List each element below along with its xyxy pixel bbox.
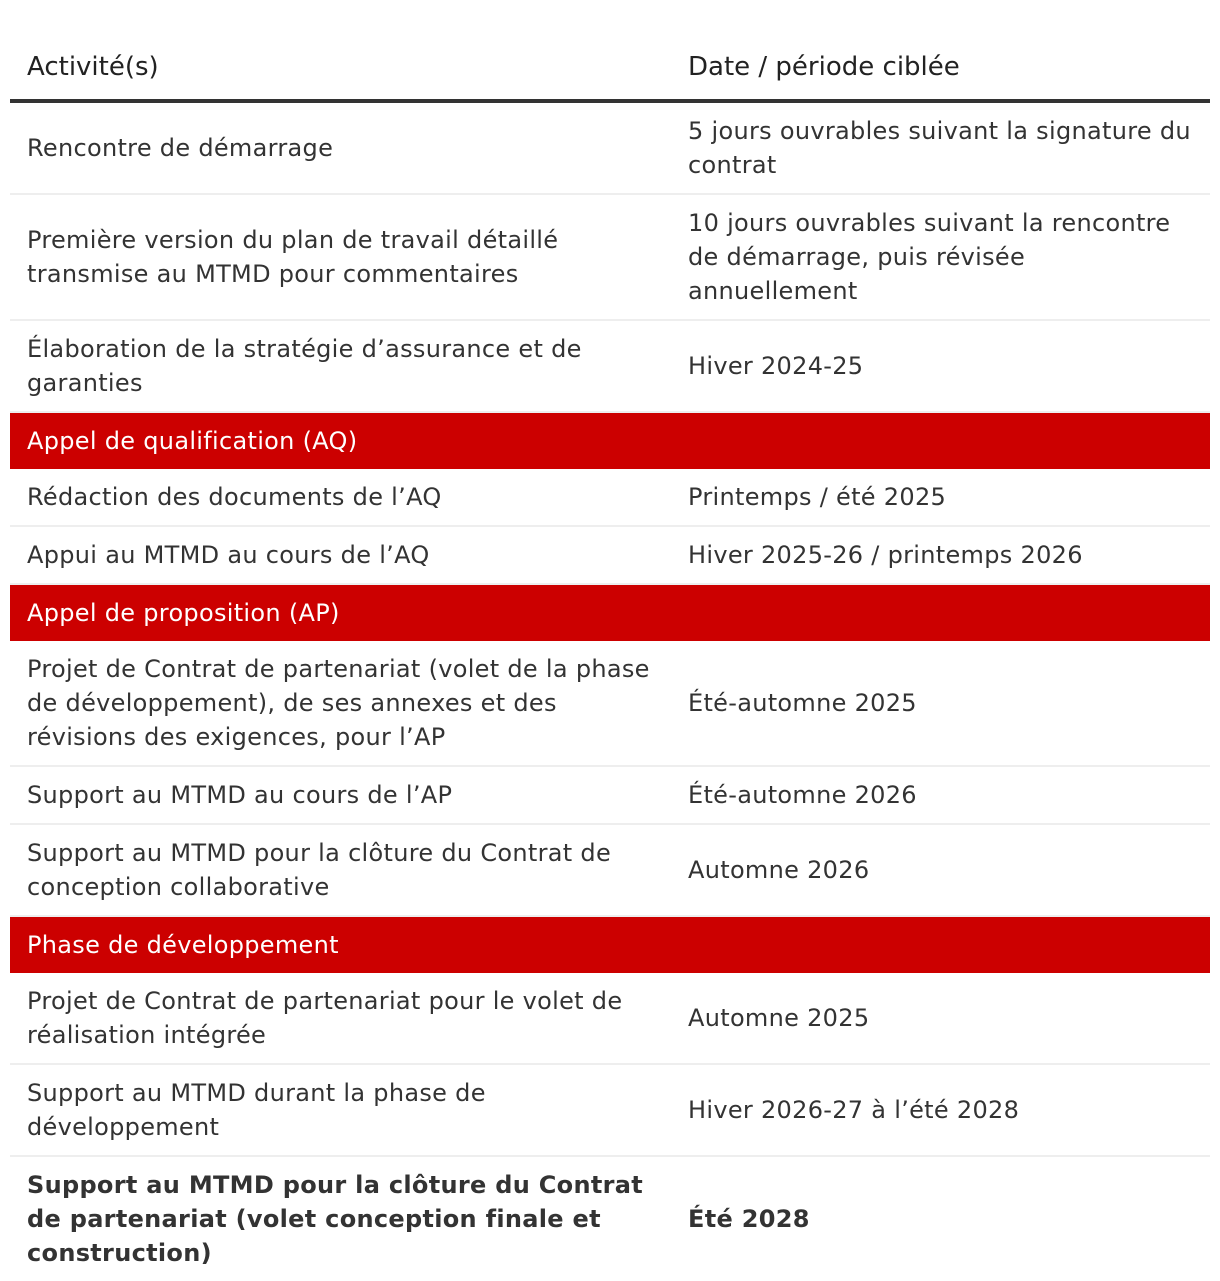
table-row-final xyxy=(10,1156,1210,1281)
activity-cell: Support au MTMD pour la clôture du Contrat de partenariat (volet conception finale et construction) xyxy=(27,1171,644,1267)
date-cell: Automne 2026 xyxy=(671,824,1210,916)
date-cell: Été-automne 2026 xyxy=(671,766,1210,824)
section-header-row xyxy=(10,916,1210,973)
activity-cell: Support au MTMD au cours de l’AP xyxy=(10,766,671,824)
activity-cell: Projet de Contrat de partenariat (volet de la phase de développement), de ses annexes et des révisions des exigences, pour l’AP xyxy=(10,641,671,766)
table-row xyxy=(10,641,1210,766)
date-cell: Été-automne 2025 xyxy=(671,641,1210,766)
date-cell: Hiver 2025-26 / printemps 2026 xyxy=(671,526,1210,584)
header-activity: Activité(s) xyxy=(10,34,671,101)
date-cell: Printemps / été 2025 xyxy=(671,469,1210,526)
table-row xyxy=(10,320,1210,412)
section-header-row xyxy=(10,584,1210,641)
section-label: Appel de qualification (AQ) xyxy=(10,412,1210,469)
table-header xyxy=(10,34,1210,101)
section-label: Phase de développement xyxy=(10,916,1210,973)
table-row xyxy=(10,194,1210,320)
section-header-row xyxy=(10,412,1210,469)
date-cell: Hiver 2024-25 xyxy=(671,320,1210,412)
section-label: Appel de proposition (AP) xyxy=(10,584,1210,641)
activity-cell: Support au MTMD durant la phase de développement xyxy=(10,1064,671,1156)
date-cell: 10 jours ouvrables suivant la rencontre de démarrage, puis révisée annuellement xyxy=(671,194,1210,320)
activity-cell: Projet de Contrat de partenariat pour le volet de réalisation intégrée xyxy=(10,973,671,1064)
activity-cell: Élaboration de la stratégie d’assurance et de garanties xyxy=(10,320,671,412)
date-cell: Été 2028 xyxy=(688,1205,810,1233)
date-cell: Automne 2025 xyxy=(671,973,1210,1064)
header-date: Date / période ciblée xyxy=(671,34,1210,101)
activity-cell: Rencontre de démarrage xyxy=(10,101,671,194)
table-row xyxy=(10,1064,1210,1156)
schedule-table xyxy=(10,34,1210,1281)
table-row xyxy=(10,766,1210,824)
table-row xyxy=(10,973,1210,1064)
table-body xyxy=(10,101,1210,1281)
activity-cell: Rédaction des documents de l’AQ xyxy=(10,469,671,526)
schedule-table-container xyxy=(10,34,1210,1281)
table-row xyxy=(10,101,1210,194)
activity-cell: Première version du plan de travail détaillé transmise au MTMD pour commentaires xyxy=(10,194,671,320)
date-cell: Hiver 2026-27 à l’été 2028 xyxy=(671,1064,1210,1156)
table-row xyxy=(10,824,1210,916)
activity-cell: Appui au MTMD au cours de l’AQ xyxy=(10,526,671,584)
date-cell: 5 jours ouvrables suivant la signature du contrat xyxy=(671,101,1210,194)
table-row xyxy=(10,469,1210,526)
header-row xyxy=(10,34,1210,101)
table-row xyxy=(10,526,1210,584)
activity-cell: Support au MTMD pour la clôture du Contrat de conception collaborative xyxy=(10,824,671,916)
